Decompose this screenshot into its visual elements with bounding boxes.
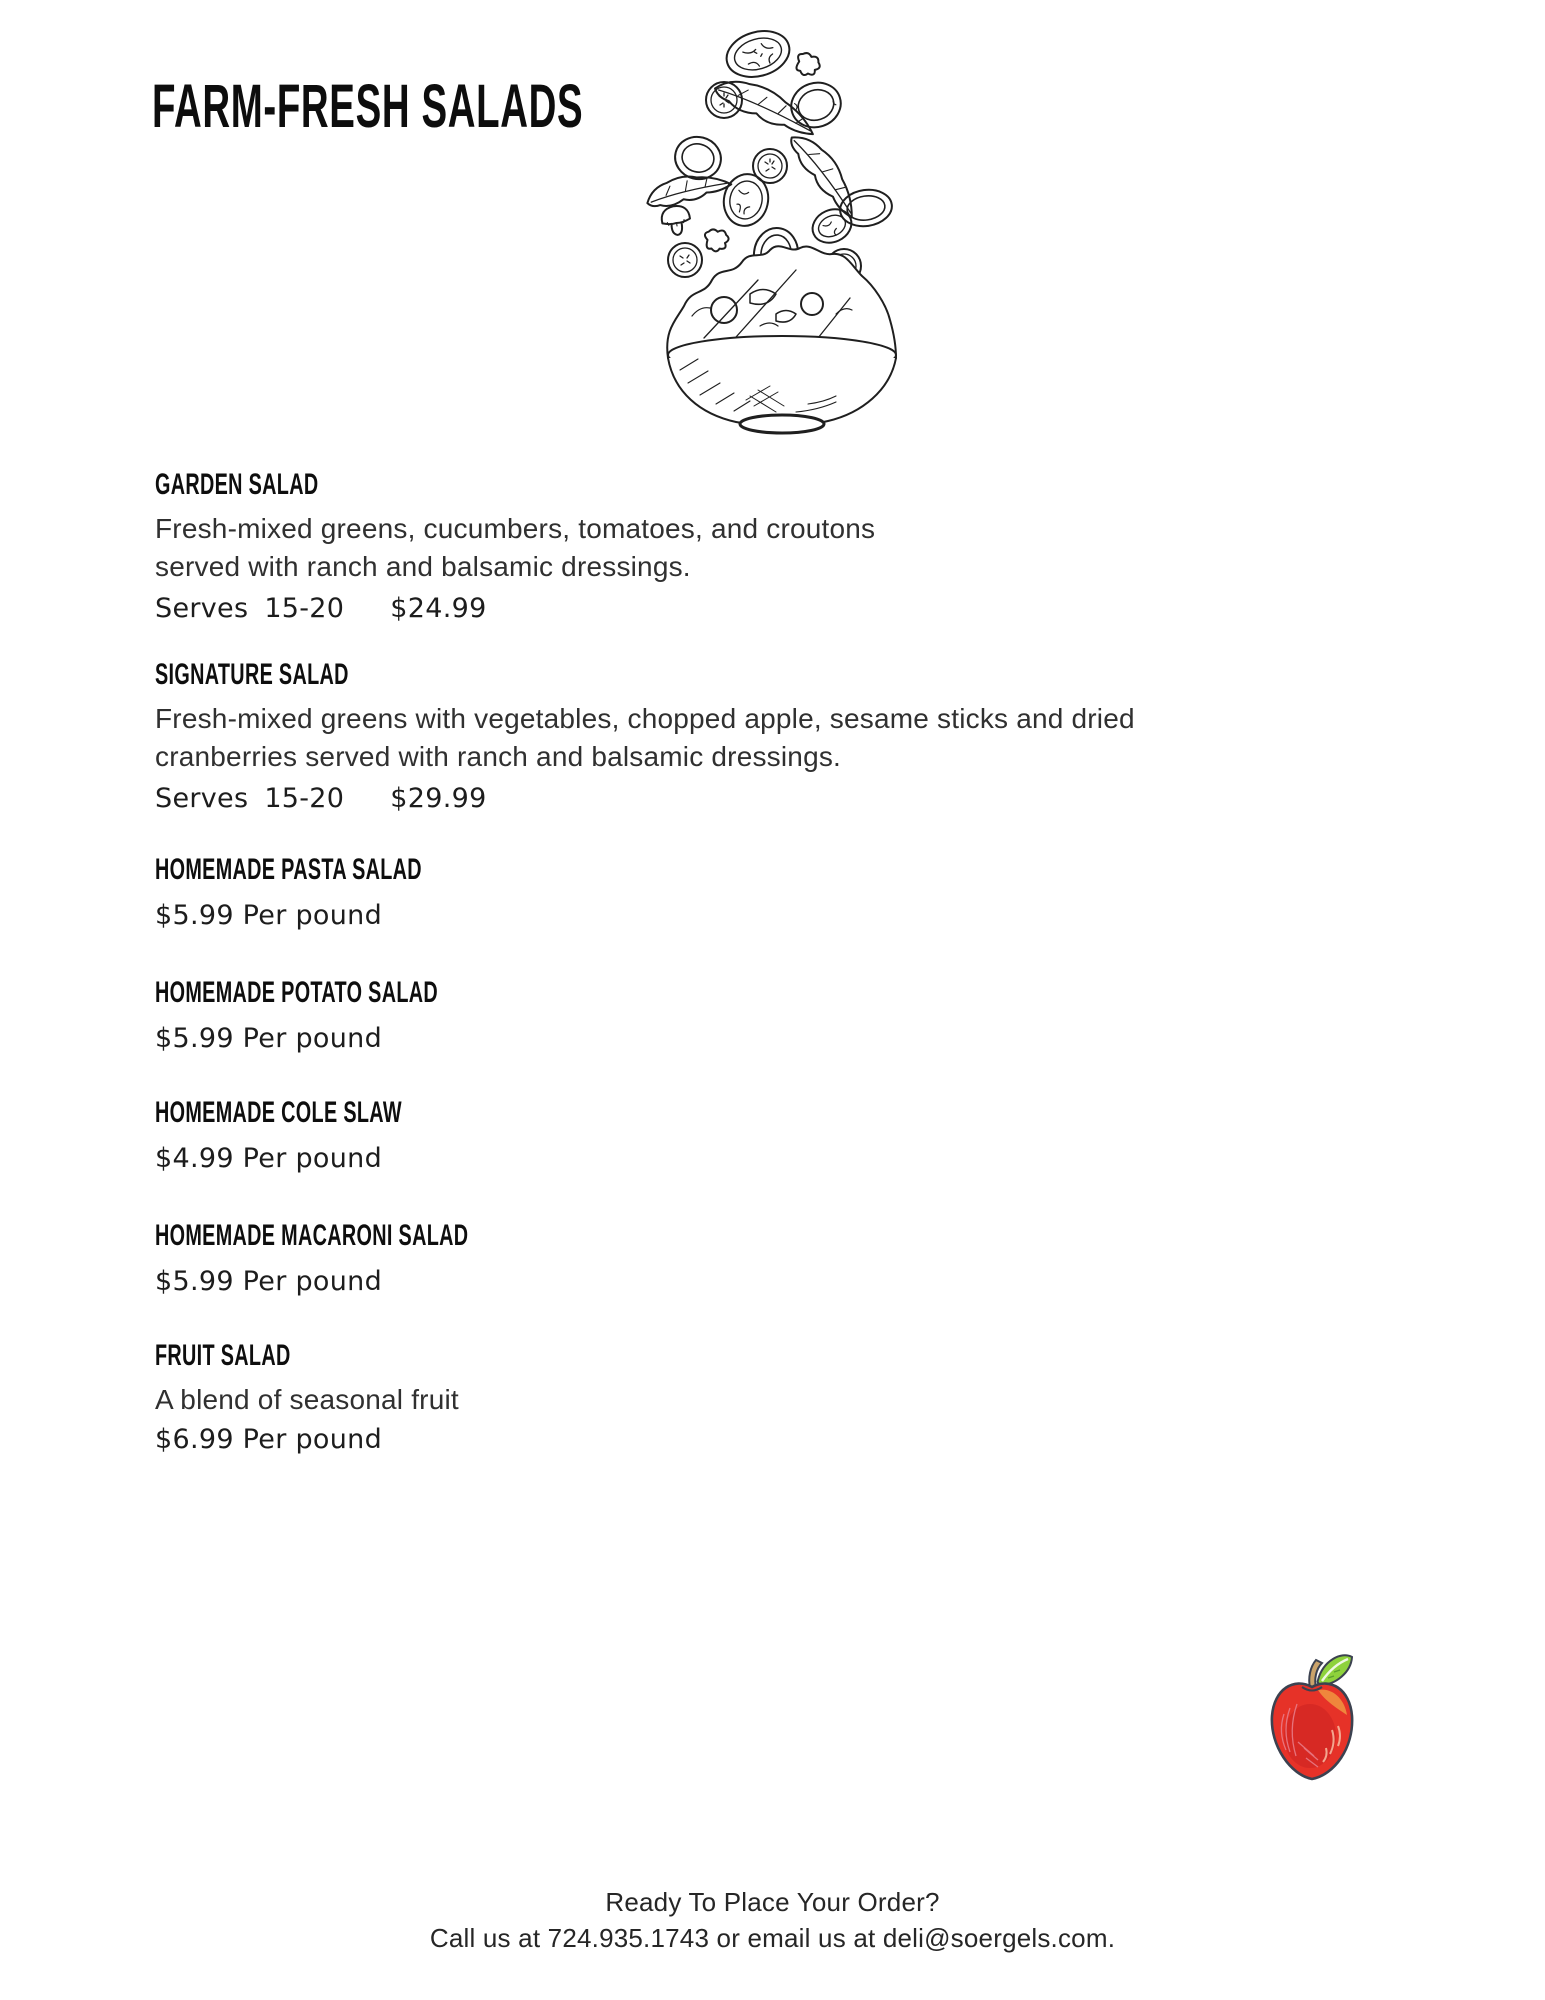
item-name: FRUIT SALAD: [155, 1339, 291, 1372]
item-name: SIGNATURE SALAD: [155, 658, 349, 691]
item-price: $5.99 Per pound: [155, 1266, 383, 1297]
item-description: [155, 510, 875, 586]
item-description-line: served with ranch and balsamic dressings.: [155, 551, 691, 582]
menu-item-macaroni-salad: [155, 1221, 630, 1299]
item-price: $5.99 Per pound: [155, 1023, 383, 1054]
menu-item-fruit-salad: [155, 1341, 459, 1457]
item-serves-price: [155, 592, 875, 626]
footer: [0, 1884, 1545, 1956]
item-serves-price: [155, 782, 1135, 816]
item-description: [155, 1381, 459, 1419]
item-name: GARDEN SALAD: [155, 468, 319, 501]
item-description-line: Fresh-mixed greens with vegetables, chopped apple, sesame sticks and dried: [155, 703, 1135, 734]
item-name: HOMEMADE PASTA SALAD: [155, 853, 422, 886]
item-name: HOMEMADE POTATO SALAD: [155, 976, 439, 1009]
serves-range: 15-20: [264, 593, 345, 624]
menu-item-signature-salad: [155, 660, 1135, 816]
item-description-line: cranberries served with ranch and balsamic dressings.: [155, 741, 842, 772]
item-price: $29.99: [390, 783, 487, 814]
item-description-line: A blend of seasonal fruit: [155, 1384, 459, 1415]
serves-label: Serves: [155, 783, 249, 814]
item-description-line: Fresh-mixed greens, cucumbers, tomatoes, and croutons: [155, 513, 876, 544]
page-title: FARM-FRESH SALADS: [152, 72, 584, 140]
footer-cta: Ready To Place Your Order?: [605, 1887, 940, 1917]
apple-illustration-icon: [1266, 1652, 1358, 1792]
item-price: $4.99 Per pound: [155, 1143, 383, 1174]
serves-range: 15-20: [264, 783, 345, 814]
menu-item-potato-salad: [155, 978, 584, 1056]
item-price: $6.99 Per pound: [155, 1424, 383, 1455]
footer-contact: Call us at 724.935.1743 or email us at deli@soergels.com.: [429, 1923, 1116, 1953]
item-price: $24.99: [390, 593, 487, 624]
menu-item-pasta-salad: [155, 855, 559, 933]
menu-item-garden-salad: [155, 470, 875, 626]
item-name: HOMEMADE COLE SLAW: [155, 1096, 402, 1129]
serves-label: Serves: [155, 593, 249, 624]
item-price: $5.99 Per pound: [155, 900, 383, 931]
salad-bowl-illustration-icon: [600, 8, 930, 436]
menu-item-cole-slaw: [155, 1098, 529, 1176]
item-description: [155, 700, 1135, 776]
item-name: HOMEMADE MACARONI SALAD: [155, 1219, 469, 1252]
